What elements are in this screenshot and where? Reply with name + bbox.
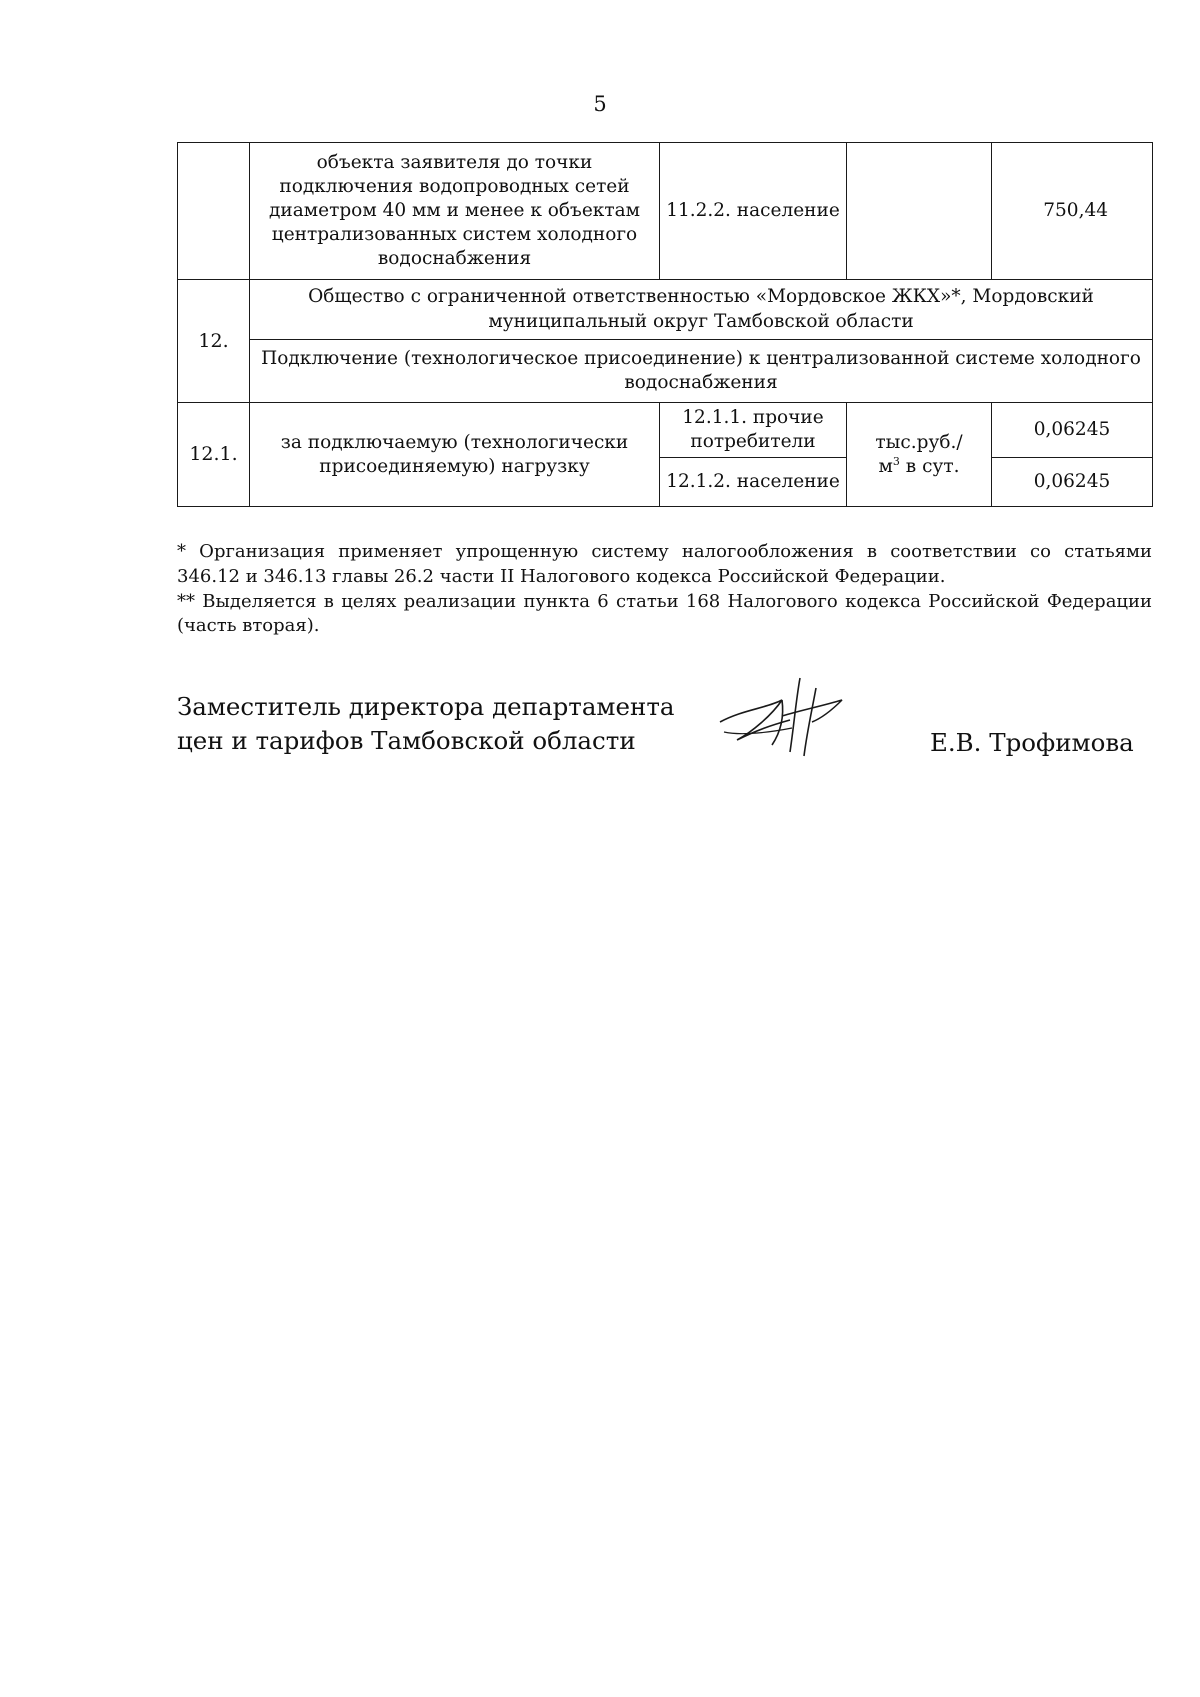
- value-cell: 0,06245: [992, 403, 1153, 458]
- page-number: 5: [593, 92, 607, 116]
- description-line: присоединяемую) нагрузку: [319, 455, 590, 477]
- signatory-position-line: цен и тарифов Тамбовской области: [177, 725, 636, 755]
- service-line: Подключение (технологическое присоединение) к централизованной системе холодного: [261, 347, 1141, 369]
- organization-line: муниципальный округ Тамбовской области: [488, 310, 914, 332]
- unit-line: тыс.руб./: [875, 431, 963, 453]
- unit-m: м: [878, 455, 893, 477]
- description-cell: [250, 403, 660, 507]
- table-row-service: [178, 340, 1153, 403]
- unit-suffix: в сут.: [899, 455, 960, 477]
- signatory-position-line: Заместитель директора департамента: [177, 692, 675, 721]
- description-line: подключения водопроводных сетей: [279, 175, 630, 197]
- organization-line: Общество с ограниченной ответственностью «Мордовское ЖКХ»*, Мордовский: [308, 286, 1094, 308]
- category-cell: [660, 403, 847, 458]
- unit-power: 3: [892, 454, 900, 468]
- description-cell: [250, 143, 660, 280]
- row-number-cell: 12.1.: [178, 403, 250, 507]
- footnote-tax-system: * Организация применяет упрощенную систему налогообложения в соответствии со статьями 346.12 и 346.13 главы 26.2 части II Налогового кодекса Российской Федерации.: [177, 541, 1152, 587]
- table-row-12-1-a: [178, 403, 1153, 458]
- footnotes: [177, 540, 1152, 639]
- value-cell: 0,06245: [992, 458, 1153, 507]
- handwritten-signature: [712, 670, 867, 760]
- table-row-organization: [178, 280, 1153, 340]
- category-cell: 11.2.2. население: [660, 143, 847, 280]
- category-line: потребители: [690, 431, 816, 453]
- unit-line: [853, 455, 985, 479]
- footnote-vat: ** Выделяется в целях реализации пункта 6 статьи 168 Налогового кодекса Российской Федерации (часть вторая).: [177, 590, 1152, 637]
- organization-cell: [250, 280, 1153, 340]
- signatory-position: [177, 690, 674, 758]
- description-line: централизованных систем холодного: [271, 224, 638, 246]
- tariff-table: [177, 142, 1153, 507]
- value-cell: 750,44: [992, 143, 1153, 280]
- category-line: 12.1.1. прочие: [682, 407, 824, 428]
- unit-cell-empty: [847, 143, 992, 280]
- category-cell: 12.1.2. население: [660, 458, 847, 507]
- row-number-cell: 12.: [178, 280, 250, 403]
- description-line: объекта заявителя до точки: [316, 151, 593, 173]
- service-cell: [250, 340, 1153, 403]
- row-number-cell-empty: [178, 143, 250, 280]
- description-line: за подключаемую (технологически: [280, 431, 629, 453]
- description-line: водоснабжения: [377, 248, 532, 270]
- unit-cell: [847, 403, 992, 507]
- signatory-name: Е.В. Трофимова: [930, 728, 1134, 757]
- description-line: диаметром 40 мм и менее к объектам: [269, 199, 640, 221]
- service-line: водоснабжения: [624, 372, 778, 393]
- table-row-continuation: [178, 143, 1153, 280]
